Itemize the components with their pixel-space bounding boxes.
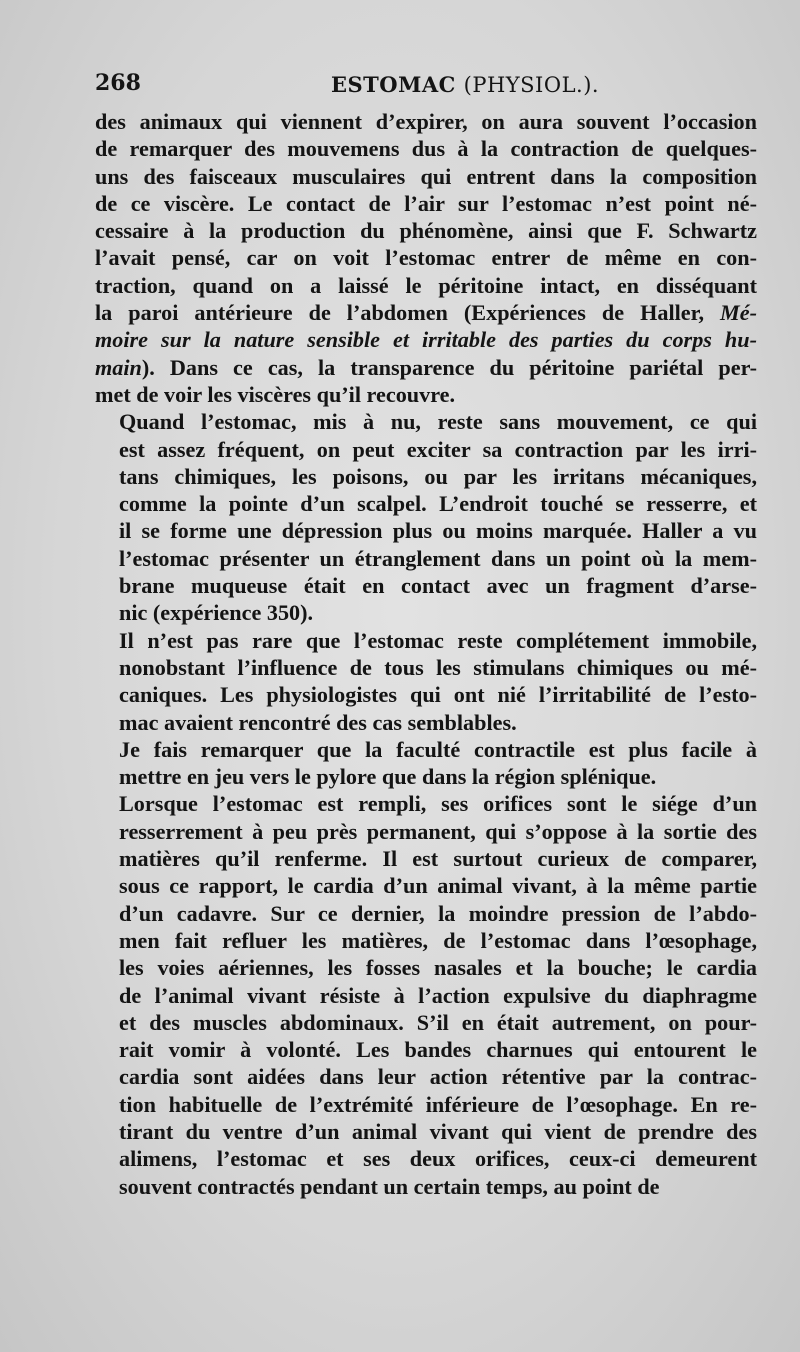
line-text: Lorsque l’estomac est rempli, ses orifices sont le siége d’un	[119, 791, 757, 817]
line-text: comme la pointe d’un scalpel. L’endroit touché se resserre, et	[119, 491, 757, 517]
line-text: de l’animal vivant résiste à l’action expulsive du diaphragme	[119, 982, 757, 1008]
text-line	[95, 763, 757, 790]
line-text: et des muscles abdominaux. S’il en était autrement, on pour-	[119, 1009, 757, 1035]
text-line	[95, 900, 757, 927]
line-text: men fait refluer les matières, de l’estomac dans l’œsophage,	[119, 927, 757, 953]
text-line	[95, 845, 757, 872]
text-line	[95, 190, 757, 217]
line-text: tans chimiques, les poisons, ou par les irritans mécaniques,	[119, 463, 757, 489]
text-line	[95, 1173, 757, 1200]
text-line	[95, 217, 757, 244]
line-text: matières qu’il renferme. Il est surtout curieux de comparer,	[119, 846, 757, 872]
line-text: traction, quand on a laissé le péritoine intact, en disséquant	[95, 272, 757, 298]
line-text: est assez fréquent, on peut exciter sa contraction par les irri-	[119, 436, 757, 462]
line-text: nonobstant l’influence de tous les stimulans chimiques ou mé-	[119, 654, 757, 680]
text-line	[95, 709, 757, 736]
running-head-subtitle: (PHYSIOL.).	[463, 73, 600, 97]
text-line	[95, 108, 757, 135]
line-italic-text: main	[95, 354, 142, 380]
text-line	[95, 1036, 757, 1063]
line-text: resserrement à peu près permanent, qui s’oppose à la sortie des	[119, 818, 757, 844]
line-text: mettre en jeu vers le pylore que dans la région splénique.	[119, 764, 657, 790]
text-line	[95, 627, 757, 654]
line-text: l’avait pensé, car on voit l’estomac entrer de même en con-	[95, 245, 757, 271]
line-italic-text: Mé-	[720, 300, 757, 326]
text-line	[95, 299, 757, 326]
page-number: 268	[95, 70, 141, 96]
text-line	[95, 790, 757, 817]
line-text: la paroi antérieure de l’abdomen (Expériences de Haller,	[95, 300, 721, 326]
line-text: alimens, l’estomac et ses deux orifices, ceux-ci demeurent	[119, 1146, 757, 1172]
text-line	[95, 436, 757, 463]
paragraph	[95, 790, 757, 1199]
running-head-title: ESTOMAC	[331, 72, 456, 97]
line-text: Quand l’estomac, mis à nu, reste sans mouvement, ce qui	[119, 409, 757, 435]
text-line	[95, 872, 757, 899]
text-line	[95, 1009, 757, 1036]
text-line	[95, 1118, 757, 1145]
line-text: cessaire à la production du phénomène, ainsi que F. Schwartz	[95, 218, 757, 244]
line-text: des animaux qui viennent d’expirer, on aura souvent l’occasion	[95, 109, 757, 134]
line-text: souvent contractés pendant un certain temps, au point de	[119, 1173, 660, 1199]
text-line	[95, 381, 757, 408]
line-text: de remarquer des mouvemens dus à la contraction de quelques-	[95, 136, 757, 162]
line-text: nic (expérience 350).	[119, 600, 314, 626]
line-text: tion habituelle de l’extrémité inférieure de l’œsophage. En re-	[119, 1091, 757, 1117]
line-text: brane muqueuse était en contact avec un fragment d’arse-	[119, 573, 757, 599]
text-line	[95, 736, 757, 763]
line-text: ). Dans ce cas, la transparence du péritoine pariétal per-	[141, 354, 757, 380]
text-line	[95, 272, 757, 299]
line-text: met de voir les viscères qu’il recouvre.	[95, 381, 456, 407]
text-line	[95, 599, 757, 626]
text-line	[95, 408, 757, 435]
text-line	[95, 244, 757, 271]
text-line	[95, 1063, 757, 1090]
text-line	[95, 982, 757, 1009]
body-text	[95, 108, 757, 1200]
paragraph	[95, 408, 757, 626]
text-line	[95, 927, 757, 954]
text-line	[95, 354, 757, 381]
line-text: mac avaient rencontré des cas semblables.	[119, 709, 517, 735]
text-line	[95, 818, 757, 845]
line-text: rait vomir à volonté. Les bandes charnues qui entourent le	[119, 1037, 757, 1063]
text-line	[95, 681, 757, 708]
running-head	[331, 72, 599, 97]
text-line	[95, 163, 757, 190]
page-header	[95, 70, 765, 104]
line-text: les voies aériennes, les fosses nasales et la bouche; le cardia	[119, 955, 757, 981]
line-text: l’estomac présenter un étranglement dans un point où la mem-	[119, 545, 757, 571]
line-text: Il n’est pas rare que l’estomac reste complétement immobile,	[119, 627, 757, 653]
line-text: il se forme une dépression plus ou moins marquée. Haller a vu	[119, 518, 757, 544]
text-line	[95, 490, 757, 517]
line-text: uns des faisceaux musculaires qui entrent dans la composition	[95, 163, 757, 189]
line-text: tirant du ventre d’un animal vivant qui vient de prendre des	[119, 1118, 757, 1144]
line-italic-text: moire sur la nature sensible et irritable des parties du corps hu-	[95, 327, 757, 353]
text-line	[95, 135, 757, 162]
line-text: Je fais remarquer que la faculté contractile est plus facile à	[119, 736, 757, 762]
text-line	[95, 517, 757, 544]
line-text: cardia sont aidées dans leur action rétentive par la contrac-	[119, 1064, 757, 1090]
text-line	[95, 572, 757, 599]
text-line	[95, 463, 757, 490]
paragraph	[95, 627, 757, 736]
line-text: sous ce rapport, le cardia d’un animal vivant, à la même partie	[119, 873, 757, 899]
line-text: de ce viscère. Le contact de l’air sur l’estomac n’est point né-	[95, 190, 757, 216]
paragraph	[95, 108, 757, 408]
text-line	[95, 654, 757, 681]
text-line	[95, 1091, 757, 1118]
text-line	[95, 1145, 757, 1172]
text-line	[95, 326, 757, 353]
text-line	[95, 545, 757, 572]
paragraph	[95, 736, 757, 791]
line-text: d’un cadavre. Sur ce dernier, la moindre pression de l’abdo-	[119, 900, 757, 926]
line-text: caniques. Les physiologistes qui ont nié l’irritabilité de l’esto-	[119, 682, 757, 708]
text-line	[95, 954, 757, 981]
